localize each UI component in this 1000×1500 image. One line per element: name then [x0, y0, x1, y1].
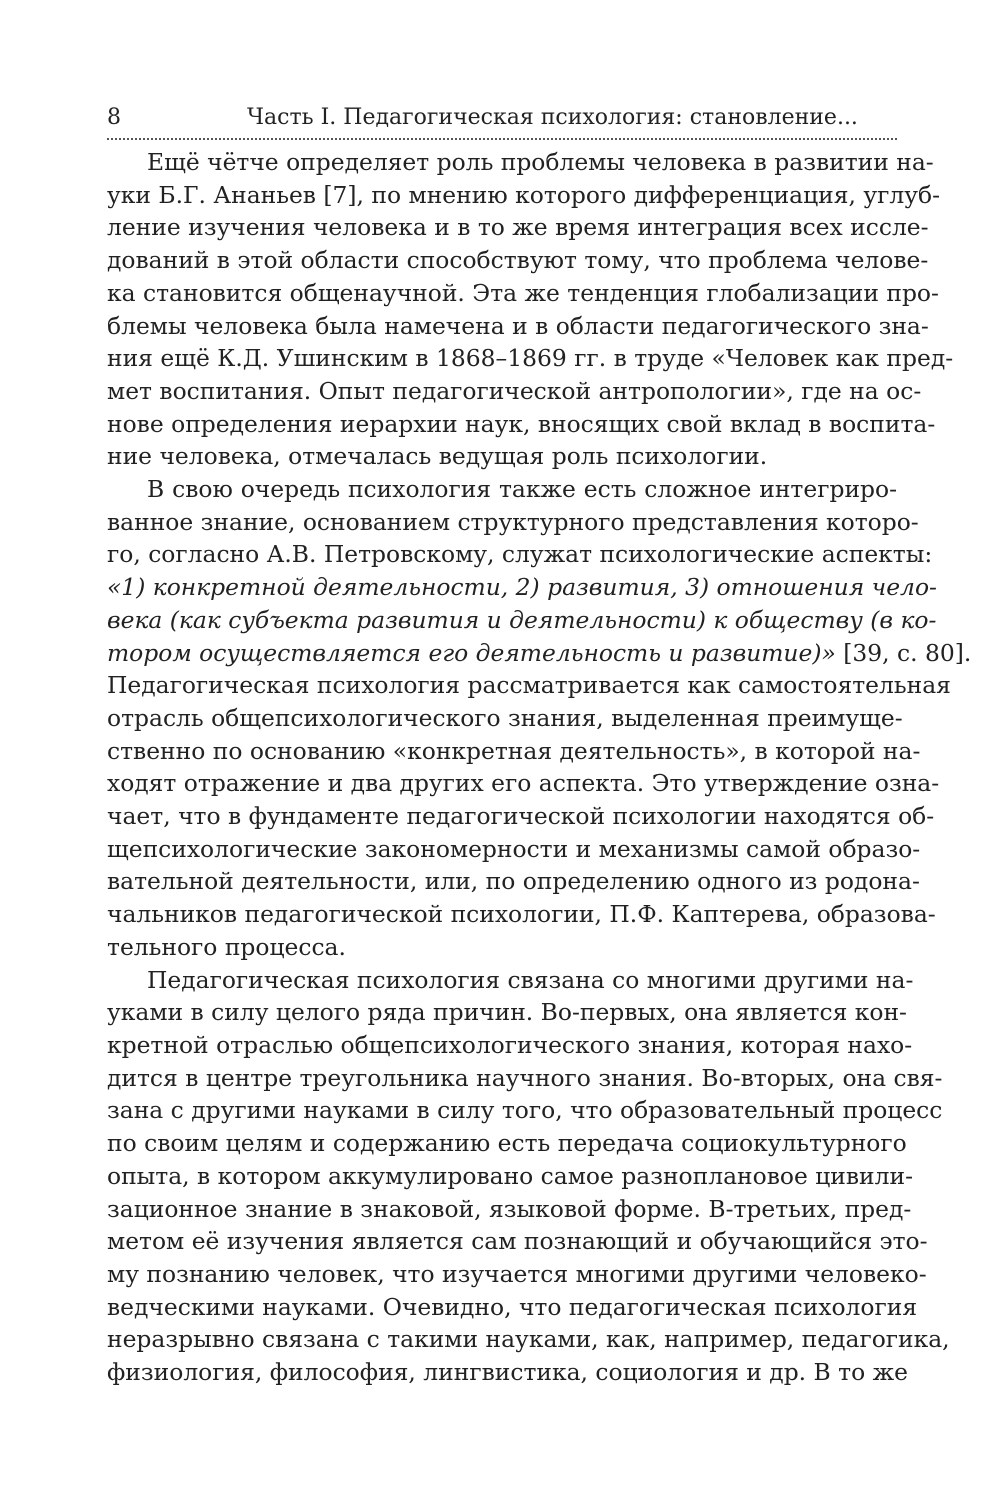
- text-line: по своим целям и содержанию есть передача социокультурного: [107, 1129, 907, 1158]
- paragraph-1: [107, 146, 954, 473]
- text-line: му познанию человек, что изучается многими другими человеко-: [107, 1259, 927, 1288]
- text-line: ванное знание, основанием структурного представления которо-: [107, 507, 919, 536]
- text-line: Ещё чётче определяет роль проблемы человека в развитии на-: [147, 148, 934, 176]
- text-line: го, согласно А.В. Петровскому, служат психологические аспекты:: [107, 540, 933, 569]
- quote-line: [107, 637, 972, 670]
- text-line: метом её изучения является сам познающий и обучающийся это-: [107, 1227, 928, 1256]
- text-line: ление изучения человека и в то же время интеграция всех иссле-: [107, 213, 929, 242]
- text-line: уки Б.Г. Ананьев [7], по мнению которого дифференциация, углуб-: [107, 180, 940, 209]
- text-line: ния ещё К.Д. Ушинским в 1868–1869 гг. в труде «Человек как пред-: [107, 344, 954, 373]
- text-line: чает, что в фундаменте педагогической психологии находятся об-: [107, 802, 935, 831]
- text-line: уками в силу целого ряда причин. Во-первых, она является кон-: [107, 998, 907, 1027]
- text-line: мет воспитания. Опыт педагогической антропологии», где на ос-: [107, 376, 922, 405]
- quote-text: тором осуществляется его деятельность и развитие)»: [107, 638, 836, 667]
- paragraph-3: [107, 964, 950, 1389]
- text-line: вательной деятельности, или, по определению одного из родона-: [107, 867, 920, 896]
- page-number: 8: [107, 105, 121, 130]
- citation: [39, с. 80].: [835, 638, 972, 667]
- text-line: щепсихологические закономерности и механизмы самой образо-: [107, 834, 921, 863]
- running-title: Часть I. Педагогическая психология: становление...: [247, 105, 858, 130]
- text-line: дований в этой области способствуют тому, что проблема челове-: [107, 246, 929, 275]
- text-line: В свою очередь психология также есть сложное интегриро-: [147, 475, 897, 504]
- text-line: тельного процесса.: [107, 932, 346, 961]
- text-line: Педагогическая психология рассматривается как самостоятельная: [107, 671, 951, 700]
- text-line: ственно по основанию «конкретная деятельность», в которой на-: [107, 736, 921, 765]
- book-page: [107, 100, 972, 1389]
- quote-line: [107, 604, 937, 637]
- text-line: ка становится общенаучной. Эта же тенденция глобализации про-: [107, 278, 939, 307]
- text-line: блемы человека была намечена и в области педагогического зна-: [107, 311, 929, 340]
- text-line: ходят отражение и два других его аспекта. Это утверждение озна-: [107, 769, 940, 798]
- text-line: ведческими науками. Очевидно, что педагогическая психология: [107, 1292, 918, 1321]
- quote-text: века (как субъекта развития и деятельности) к обществу (в ко-: [107, 605, 937, 634]
- text-line: дится в центре треугольника научного знания. Во-вторых, она свя-: [107, 1063, 943, 1092]
- body-text: [107, 146, 972, 1389]
- header-divider: [107, 138, 897, 140]
- text-line: физиология, философия, лингвистика, социология и др. В то же: [107, 1358, 908, 1387]
- text-line: кретной отраслью общепсихологического знания, которая нахо-: [107, 1030, 913, 1059]
- text-line: зационное знание в знаковой, языковой форме. В-третьих, пред-: [107, 1194, 912, 1223]
- text-line: неразрывно связана с такими науками, как, например, педагогика,: [107, 1325, 950, 1354]
- text-line: отрасль общепсихологического знания, выделенная преимуще-: [107, 703, 903, 732]
- text-line: зана с другими науками в силу того, что образовательный процесс: [107, 1096, 943, 1125]
- text-line: чальников педагогической психологии, П.Ф. Каптерева, образова-: [107, 900, 936, 929]
- quote-line: [107, 571, 937, 604]
- text-line: опыта, в котором аккумулировано самое разноплановое цивили-: [107, 1161, 913, 1190]
- running-header: [107, 100, 897, 136]
- text-line: нове определения иерархии наук, вносящих свой вклад в воспита-: [107, 409, 936, 438]
- text-line: ние человека, отмечалась ведущая роль психологии.: [107, 442, 768, 471]
- quote-text: «1) конкретной деятельности, 2) развития, 3) отношения чело-: [107, 573, 937, 602]
- paragraph-2: [107, 473, 972, 964]
- text-line: Педагогическая психология связана со многими другими на-: [147, 965, 914, 994]
